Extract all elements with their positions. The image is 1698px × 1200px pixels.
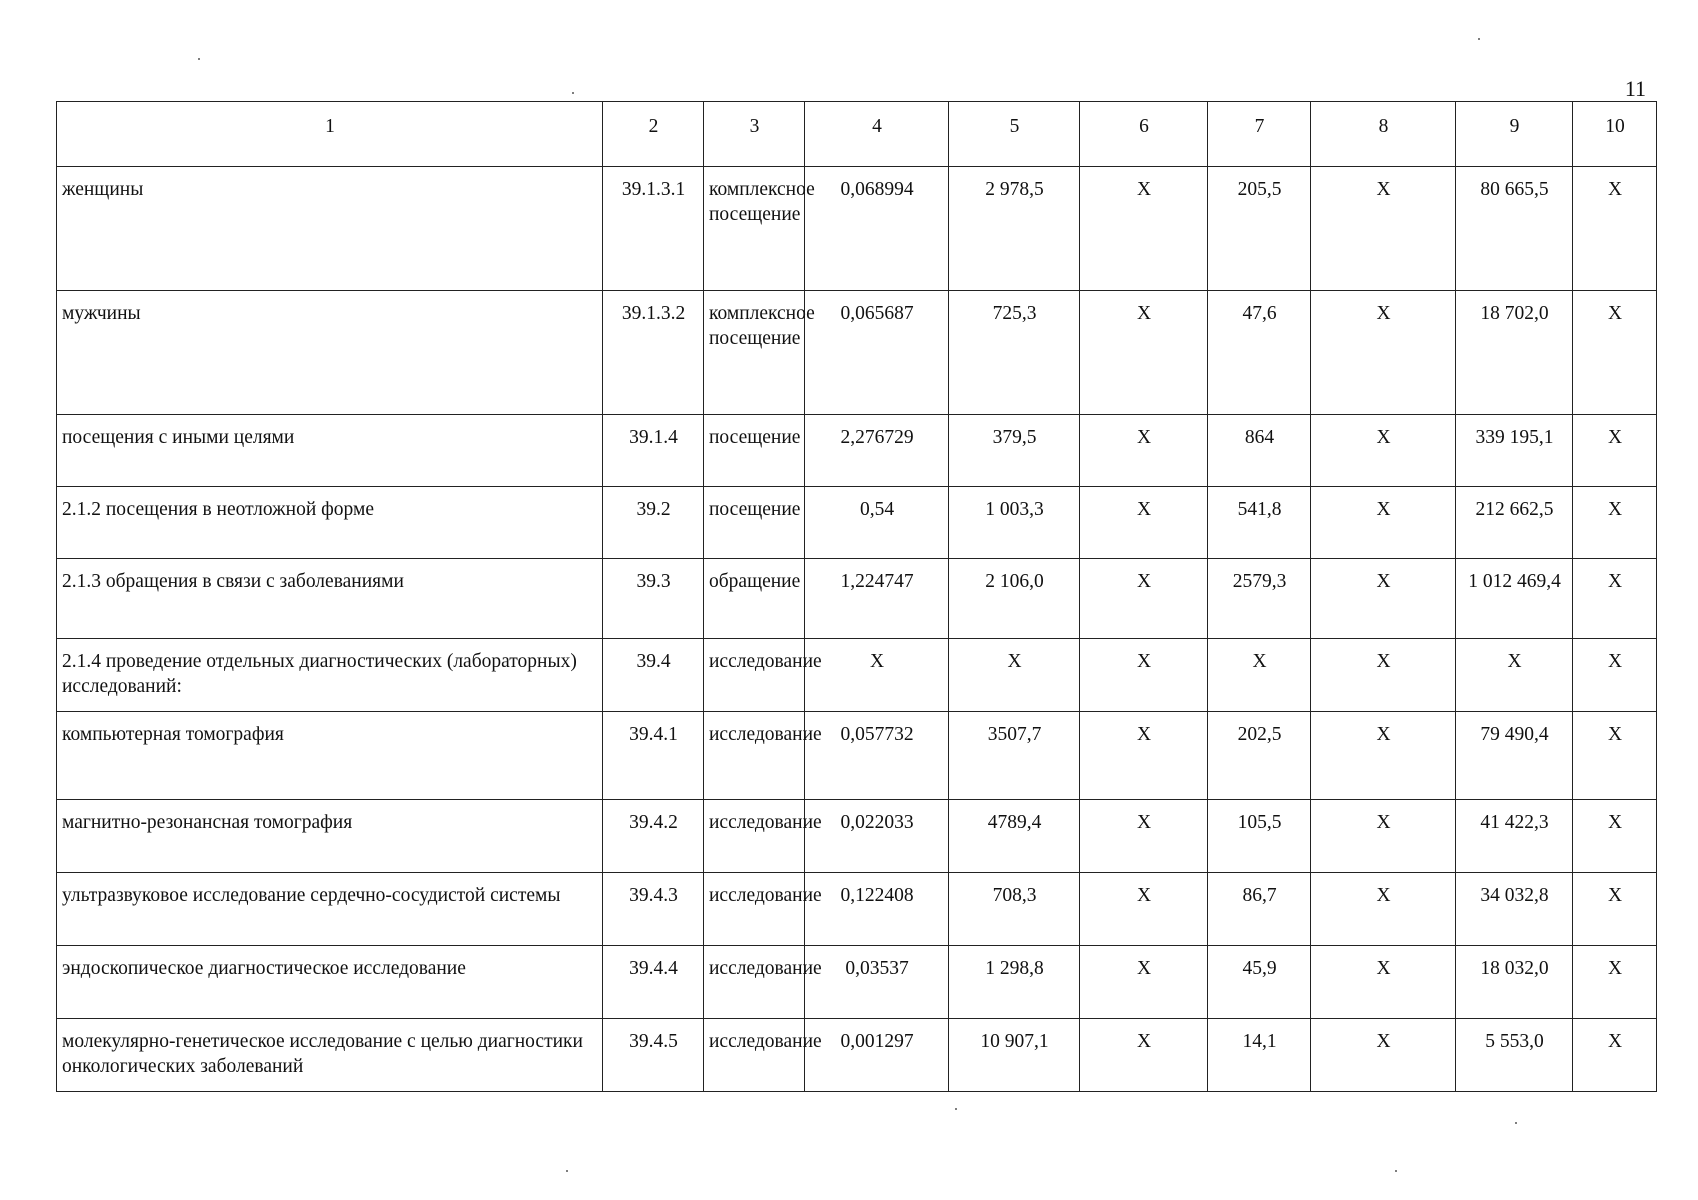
cell-col10: Х [1573,559,1657,639]
cell-col5: 379,5 [949,415,1080,487]
row-unit: исследование [704,639,805,712]
cell-col7: 86,7 [1208,873,1311,946]
table-row [57,639,1657,712]
cell-col4: 0,065687 [805,291,949,415]
cell-col4: 0,54 [805,487,949,559]
cell-col8: Х [1311,800,1456,873]
cell-col10: Х [1573,415,1657,487]
cell-col7: 205,5 [1208,167,1311,291]
row-code: 39.1.3.1 [603,167,704,291]
row-code: 39.4.1 [603,712,704,800]
table-row [57,800,1657,873]
row-unit: исследование [704,800,805,873]
column-header: 9 [1456,102,1573,167]
row-unit: комплексное посещение [704,291,805,415]
cell-col4: 0,022033 [805,800,949,873]
scan-speck [572,92,574,94]
row-code: 39.4.3 [603,873,704,946]
cell-col4: 0,068994 [805,167,949,291]
cell-col9: 1 012 469,4 [1456,559,1573,639]
row-code: 39.4.4 [603,946,704,1019]
cell-col9: 80 665,5 [1456,167,1573,291]
table-row [57,1019,1657,1092]
cell-col5: 708,3 [949,873,1080,946]
cell-col5: Х [949,639,1080,712]
cell-col7: 45,9 [1208,946,1311,1019]
cell-col8: Х [1311,946,1456,1019]
cell-col4: 0,122408 [805,873,949,946]
cell-col10: Х [1573,487,1657,559]
row-code: 39.4 [603,639,704,712]
row-name: компьютерная томография [57,712,603,800]
cell-col7: 14,1 [1208,1019,1311,1092]
row-unit: обращение [704,559,805,639]
cell-col10: Х [1573,873,1657,946]
cell-col9: 34 032,8 [1456,873,1573,946]
row-name: эндоскопическое диагностическое исследование [57,946,603,1019]
cell-col9: 212 662,5 [1456,487,1573,559]
row-name: мужчины [57,291,603,415]
cell-col8: Х [1311,1019,1456,1092]
column-header: 3 [704,102,805,167]
cell-col10: Х [1573,291,1657,415]
table-row [57,415,1657,487]
cell-col7: Х [1208,639,1311,712]
row-name: 2.1.3 обращения в связи с заболеваниями [57,559,603,639]
column-header: 5 [949,102,1080,167]
row-unit: исследование [704,946,805,1019]
row-unit: комплексное посещение [704,167,805,291]
scan-speck [198,58,200,60]
scan-speck [1515,1122,1517,1124]
cell-col5: 725,3 [949,291,1080,415]
row-name: 2.1.2 посещения в неотложной форме [57,487,603,559]
cell-col6: Х [1080,712,1208,800]
cell-col4: 0,001297 [805,1019,949,1092]
cell-col6: Х [1080,291,1208,415]
row-name: 2.1.4 проведение отдельных диагностических (лабораторных) исследований: [57,639,603,712]
scan-speck [566,1170,568,1172]
page-number: 11 [1624,76,1646,101]
cell-col10: Х [1573,1019,1657,1092]
table-row [57,873,1657,946]
row-name: магнитно-резонансная томография [57,800,603,873]
cell-col8: Х [1311,873,1456,946]
cell-col9: 339 195,1 [1456,415,1573,487]
column-header: 10 [1573,102,1657,167]
cell-col4: 0,057732 [805,712,949,800]
cell-col7: 47,6 [1208,291,1311,415]
table-row [57,487,1657,559]
scan-speck [955,1108,957,1110]
cell-col5: 10 907,1 [949,1019,1080,1092]
scan-speck [1478,38,1480,40]
column-header: 7 [1208,102,1311,167]
cell-col8: Х [1311,415,1456,487]
header-row [57,102,1657,167]
cell-col6: Х [1080,639,1208,712]
cell-col4: 0,03537 [805,946,949,1019]
cell-col7: 105,5 [1208,800,1311,873]
cell-col7: 2579,3 [1208,559,1311,639]
row-code: 39.3 [603,559,704,639]
cell-col8: Х [1311,639,1456,712]
row-unit: посещение [704,415,805,487]
cell-col4: Х [805,639,949,712]
cell-col7: 541,8 [1208,487,1311,559]
cell-col8: Х [1311,167,1456,291]
cell-col10: Х [1573,712,1657,800]
row-name: посещения с иными целями [57,415,603,487]
row-unit: посещение [704,487,805,559]
cell-col5: 3507,7 [949,712,1080,800]
cell-col4: 2,276729 [805,415,949,487]
row-code: 39.4.2 [603,800,704,873]
row-code: 39.2 [603,487,704,559]
cell-col10: Х [1573,800,1657,873]
cell-col9: Х [1456,639,1573,712]
cell-col5: 1 298,8 [949,946,1080,1019]
table-row [57,712,1657,800]
cell-col6: Х [1080,415,1208,487]
cell-col6: Х [1080,559,1208,639]
table-row [57,946,1657,1019]
cell-col5: 4789,4 [949,800,1080,873]
cell-col5: 1 003,3 [949,487,1080,559]
column-header: 6 [1080,102,1208,167]
cell-col5: 2 978,5 [949,167,1080,291]
table-row [57,559,1657,639]
tariff-table [56,101,1657,1092]
cell-col6: Х [1080,800,1208,873]
column-header: 2 [603,102,704,167]
cell-col10: Х [1573,639,1657,712]
row-unit: исследование [704,1019,805,1092]
table-row [57,291,1657,415]
cell-col8: Х [1311,559,1456,639]
cell-col9: 79 490,4 [1456,712,1573,800]
cell-col4: 1,224747 [805,559,949,639]
cell-col10: Х [1573,167,1657,291]
cell-col9: 18 032,0 [1456,946,1573,1019]
row-unit: исследование [704,712,805,800]
row-unit: исследование [704,873,805,946]
column-header: 1 [57,102,603,167]
cell-col6: Х [1080,873,1208,946]
row-code: 39.4.5 [603,1019,704,1092]
row-name: женщины [57,167,603,291]
scan-speck [1395,1170,1397,1172]
table-row [57,167,1657,291]
cell-col6: Х [1080,946,1208,1019]
cell-col6: Х [1080,487,1208,559]
row-name: молекулярно-генетическое исследование с целью диагностики онкологических заболеваний [57,1019,603,1092]
cell-col9: 5 553,0 [1456,1019,1573,1092]
row-code: 39.1.3.2 [603,291,704,415]
cell-col9: 41 422,3 [1456,800,1573,873]
cell-col9: 18 702,0 [1456,291,1573,415]
cell-col7: 202,5 [1208,712,1311,800]
cell-col5: 2 106,0 [949,559,1080,639]
cell-col6: Х [1080,1019,1208,1092]
cell-col8: Х [1311,712,1456,800]
column-header: 4 [805,102,949,167]
cell-col10: Х [1573,946,1657,1019]
row-name: ультразвуковое исследование сердечно-сосудистой системы [57,873,603,946]
row-code: 39.1.4 [603,415,704,487]
cell-col8: Х [1311,291,1456,415]
column-header: 8 [1311,102,1456,167]
cell-col6: Х [1080,167,1208,291]
cell-col7: 864 [1208,415,1311,487]
cell-col8: Х [1311,487,1456,559]
